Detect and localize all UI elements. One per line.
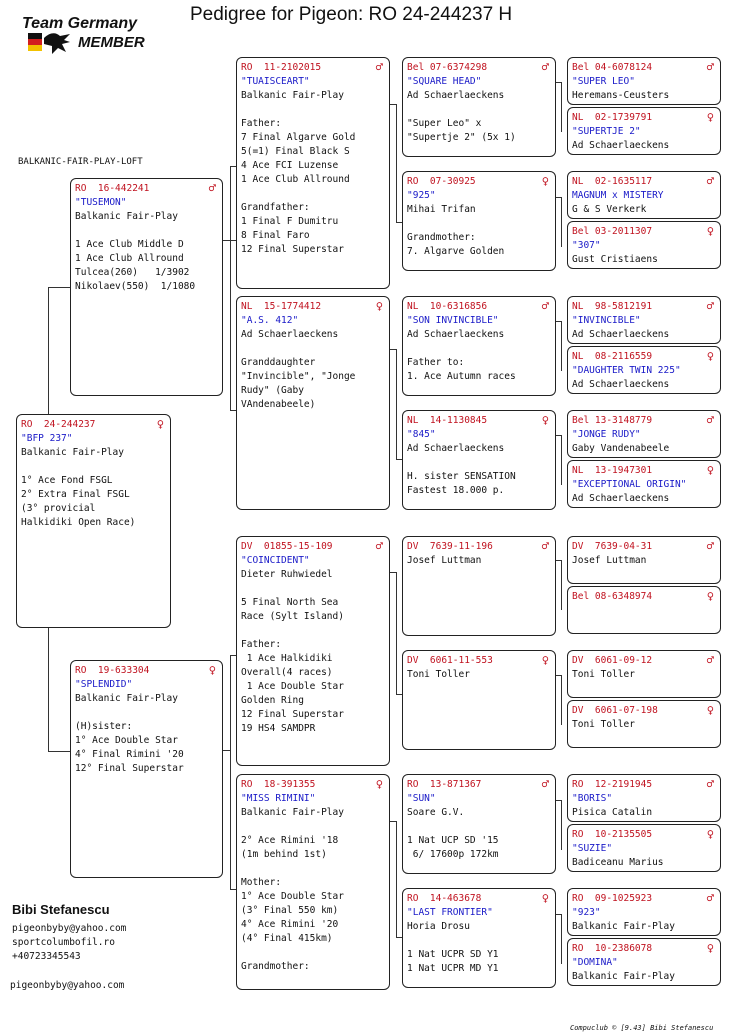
connector [396,104,397,222]
female-symbol-icon: ♀ [706,224,714,238]
connector [396,821,397,937]
female-symbol-icon: ♀ [541,891,549,905]
ring-number: DV 7639-11-196 [407,541,493,552]
breeder-line: Ad Schaerlaeckens [572,329,670,340]
info-line: 4° Final Rimini '20 [75,749,184,760]
pigeon-card-great-grandparent[interactable] [402,774,556,874]
pigeon-name: "SUZIE" [572,843,613,854]
pigeon-name: "EXCEPTIONAL ORIGIN" [572,479,687,490]
pigeon-card-great-grandparent[interactable] [402,536,556,636]
pigeon-card-ancestor[interactable] [567,460,721,508]
pigeon-card-grandparent[interactable] [236,536,390,766]
breeder-line: Toni Toller [572,719,635,730]
ring-number: DV 7639-04-31 [572,541,653,552]
eagle-flag-icon [26,30,74,56]
info-line: 5 Final North Sea [241,597,339,608]
pigeon-card-subject[interactable] [16,414,171,628]
info-line: 1 Nat UCP SD '15 [407,835,499,846]
breeder-line: Josef Luttman [572,555,647,566]
info-line: Granddaughter [241,357,316,368]
breeder-line: Badiceanu Marius [572,857,664,868]
connector [230,655,231,889]
male-symbol-icon: ♂ [706,60,714,74]
pigeon-card-mother[interactable] [70,660,223,878]
info-line [407,217,551,231]
info-line: Overall(4 races) [241,667,333,678]
female-symbol-icon: ♀ [706,110,714,124]
pigeon-card-ancestor[interactable] [567,586,721,634]
info-line: Mother: [241,877,282,888]
male-symbol-icon: ♂ [541,777,549,791]
pigeon-name: "BORIS" [572,793,613,804]
breeder-line: Ad Schaerlaeckens [572,379,670,390]
pigeon-name: "923" [572,907,601,918]
pigeon-card-great-grandparent[interactable] [402,171,556,271]
info-line: 1 Nat UCPR MD Y1 [407,963,499,974]
connector [48,627,49,751]
info-line [407,103,551,117]
pigeon-name: "SON INVINCIBLE" [407,315,499,326]
ring-number: Bel 04-6078124 [572,62,653,73]
info-line [21,460,166,474]
pigeon-card-ancestor[interactable] [567,107,721,155]
info-line: 12 Final Superstar [241,244,344,255]
male-symbol-icon: ♂ [541,299,549,313]
ring-number: NL 13-1947301 [572,465,653,476]
connector [561,435,562,485]
breeder-line: G & S Verkerk [572,204,647,215]
info-line: 1 Ace Halkidiki [241,653,333,664]
info-line: 5(=1) Final Black S [241,146,350,157]
ring-number: RO 07-30925 [407,176,476,187]
connector [561,560,562,610]
info-line: 12° Final Superstar [75,763,184,774]
info-line: 2° Extra Final FSGL [21,489,130,500]
pigeon-card-ancestor[interactable] [567,700,721,748]
ring-number: RO 19-633304 [75,665,150,676]
connector [396,349,397,459]
connector [48,287,49,415]
ring-number: NL 14-1130845 [407,415,488,426]
female-symbol-icon: ♀ [706,827,714,841]
info-line: Race (Sylt Island) [241,611,344,622]
info-line [241,103,385,117]
info-line [241,342,385,356]
info-line: 1 Ace Double Star [241,681,344,692]
logo-text: Team Germany [22,15,138,32]
info-line: "Supertje 2" (5x 1) [407,132,516,143]
ring-number: NL 10-6316856 [407,301,488,312]
info-line: 1° Ace Double Star [75,735,178,746]
info-line: Fastest 18.000 p. [407,485,505,496]
pigeon-name: "TUSEMON" [75,197,127,208]
breeder-line: Heremans-Ceusters [572,90,670,101]
ring-number: Bel 13-3148779 [572,415,653,426]
pigeon-name: "307" [572,240,601,251]
contact-email[interactable]: pigeonbyby@yahoo.com [10,980,125,991]
male-symbol-icon: ♂ [706,413,714,427]
pigeon-name: "COINCIDENT" [241,555,310,566]
connector [48,287,70,288]
info-line: Father to: [407,357,465,368]
info-line [241,624,385,638]
pigeon-card-ancestor[interactable] [567,938,721,986]
breeder-line: Mihai Trifan [407,204,476,215]
pigeon-card-grandparent[interactable] [236,57,390,289]
pigeon-name: "JONGE RUDY" [572,429,641,440]
pigeon-card-great-grandparent[interactable] [402,888,556,988]
pigeon-name: "SUPER LEO" [572,76,635,87]
info-line: Grandmother: [407,232,476,243]
ring-number: DV 01855-15-109 [241,541,333,552]
connector [561,914,562,964]
breeder-email[interactable]: pigeonbyby@yahoo.com [12,923,127,934]
pigeon-card-ancestor[interactable] [567,774,721,822]
pigeon-card-great-grandparent[interactable] [402,57,556,157]
ring-number: RO 09-1025923 [572,893,653,904]
ring-number: Bel 03-2011307 [572,226,653,237]
male-symbol-icon: ♂ [375,539,383,553]
info-line: Golden Ring [241,695,304,706]
ring-number: RO 14-463678 [407,893,482,904]
info-line: H. sister SENSATION [407,471,516,482]
breeder-line: Balkanic Fair-Play [75,211,178,222]
pigeon-card-ancestor[interactable] [567,57,721,105]
info-line: Grandfather: [241,202,310,213]
female-symbol-icon: ♀ [541,413,549,427]
info-line: 1 Nat UCPR SD Y1 [407,949,499,960]
female-symbol-icon: ♀ [541,653,549,667]
breeder-line: Gaby Vandenabeele [572,443,670,454]
pigeon-name: "925" [407,190,436,201]
male-symbol-icon: ♂ [706,174,714,188]
ring-number: RO 11-2102015 [241,62,322,73]
ring-number: Bel 08-6348974 [572,591,653,602]
info-line: 1° Ace Fond FSGL [21,475,113,486]
info-line: Halkidiki Open Race) [21,517,136,528]
info-line: 1 Ace Club Allround [241,174,350,185]
info-line: Father: [241,639,282,650]
ring-number: NL 98-5812191 [572,301,653,312]
info-line [241,862,385,876]
info-line: 7. Algarve Golden [407,246,505,257]
pigeon-name: "LAST FRONTIER" [407,907,493,918]
info-line [407,820,551,834]
info-line: 19 HS4 SAMDPR [241,723,316,734]
info-line [75,706,218,720]
info-line: 6/ 17600p 172km [407,849,499,860]
breeder-line: Balkanic Fair-Play [21,447,124,458]
pigeon-card-great-grandparent[interactable] [402,650,556,750]
connector [561,82,562,132]
ring-number: RO 12-2191945 [572,779,653,790]
pigeon-name: "SUN" [407,793,436,804]
male-symbol-icon: ♂ [706,653,714,667]
pigeon-card-ancestor[interactable] [567,888,721,936]
pigeon-card-father[interactable] [70,178,223,396]
pigeon-card-ancestor[interactable] [567,296,721,344]
info-line: "Super Leo" x [407,118,482,129]
breeder-line: Balkanic Fair-Play [572,971,675,982]
info-line: 8 Final Faro [241,230,310,241]
info-line [75,224,218,238]
info-line: "Invincible", "Jonge [241,371,356,382]
breeder-line: Gust Cristiaens [572,254,658,265]
male-symbol-icon: ♂ [375,60,383,74]
pigeon-name: "TUAISCEART" [241,76,310,87]
connector [561,800,562,850]
female-symbol-icon: ♀ [706,941,714,955]
ring-number: NL 02-1739791 [572,112,653,123]
info-line: (3° Final 550 km) [241,905,339,916]
pigeon-card-ancestor[interactable] [567,536,721,584]
pigeon-card-great-grandparent[interactable] [402,410,556,510]
info-line [407,456,551,470]
info-line: (4° Final 415km) [241,933,333,944]
female-symbol-icon: ♀ [706,463,714,477]
breeder-line: Josef Luttman [407,555,482,566]
breeder-line: Ad Schaerlaeckens [572,493,670,504]
breeder-line: Toni Toller [407,669,470,680]
female-symbol-icon: ♀ [706,349,714,363]
male-symbol-icon: ♂ [541,539,549,553]
connector [561,675,562,725]
info-line [241,820,385,834]
pigeon-name: "A.S. 412" [241,315,299,326]
pigeon-card-grandparent[interactable] [236,296,390,510]
pigeon-name: "DAUGHTER TWIN 225" [572,365,681,376]
breeder-line: Soare G.V. [407,807,465,818]
info-line: VAndenabeele) [241,399,316,410]
pigeon-card-ancestor[interactable] [567,410,721,458]
breeder-line: Pisica Catalin [572,807,653,818]
breeder-line: Balkanic Fair-Play [75,693,178,704]
info-line: 1. Ace Autumn races [407,371,516,382]
ring-number: RO 10-2135505 [572,829,653,840]
info-line: 4 Ace FCI Luzense [241,160,339,171]
connector [230,166,231,410]
connector [561,197,562,247]
info-line [241,946,385,960]
info-line: Nikolaev(550) 1/1080 [75,281,196,292]
ring-number: RO 18-391355 [241,779,316,790]
breeder-line: Dieter Ruhwiedel [241,569,333,580]
pigeon-name: "BFP 237" [21,433,73,444]
female-symbol-icon: ♀ [706,589,714,603]
software-credit: Compuclub © [9.43] Bibi Stefanescu [570,1024,714,1032]
connector [223,750,230,751]
info-line: 1 Ace Club Middle D [75,239,184,250]
info-line: (H)sister: [75,721,133,732]
pigeon-name: "MISS RIMINI" [241,793,316,804]
male-symbol-icon: ♂ [541,60,549,74]
ring-number: RO 13-871367 [407,779,482,790]
pigeon-name: "DOMINA" [572,957,618,968]
info-line: Rudy" (Gaby [241,385,304,396]
pigeon-name: "SQUARE HEAD" [407,76,482,87]
breeder-line: Ad Schaerlaeckens [572,140,670,151]
pigeon-card-ancestor[interactable] [567,824,721,872]
info-line: Grandmother: [241,961,310,972]
pigeon-card-ancestor[interactable] [567,346,721,394]
info-line: (1m behind 1st) [241,849,327,860]
pigeon-card-ancestor[interactable] [567,171,721,219]
female-symbol-icon: ♀ [541,174,549,188]
info-line: 7 Final Algarve Gold [241,132,356,143]
pigeon-card-ancestor[interactable] [567,221,721,269]
breeder-name: Bibi Stefanescu [12,902,110,917]
pigeon-card-grandparent[interactable] [236,774,390,990]
pigeon-name: "SPLENDID" [75,679,133,690]
info-line: 1 Ace Club Allround [75,253,184,264]
breeder-line: Balkanic Fair-Play [572,921,675,932]
breeder-website[interactable]: sportcolumbofil.ro [12,937,115,948]
male-symbol-icon: ♂ [706,539,714,553]
ring-number: RO 16-442241 [75,183,150,194]
ring-number: RO 24-244237 [21,419,96,430]
breeder-line: Balkanic Fair-Play [241,90,344,101]
ring-number: RO 10-2386078 [572,943,653,954]
ring-number: DV 6061-09-12 [572,655,653,666]
connector [561,321,562,371]
page-title: Pedigree for Pigeon: RO 24-244237 H [190,4,513,25]
ring-number: DV 6061-07-198 [572,705,658,716]
breeder-line: Ad Schaerlaeckens [407,329,505,340]
info-line [241,582,385,596]
info-line: (3° provicial [21,503,96,514]
info-line: 1 Final F Dumitru [241,216,339,227]
male-symbol-icon: ♂ [706,299,714,313]
loft-name: BALKANIC-FAIR-PLAY-LOFT [18,157,143,167]
pigeon-card-great-grandparent[interactable] [402,296,556,396]
info-line [241,187,385,201]
logo-member: MEMBER [78,34,145,51]
info-line: 4° Ace Rimini '20 [241,919,339,930]
ring-number: DV 6061-11-553 [407,655,493,666]
female-symbol-icon: ♀ [706,703,714,717]
pigeon-name: "SUPERTJE 2" [572,126,641,137]
pigeon-name: MAGNUM x MISTERY [572,190,664,201]
breeder-line: Ad Schaerlaeckens [407,443,505,454]
connector [48,751,70,752]
breeder-line: Horia Drosu [407,921,470,932]
ring-number: NL 15-1774412 [241,301,322,312]
info-line: 1° Ace Double Star [241,891,344,902]
ring-number: Bel 07-6374298 [407,62,488,73]
breeder-phone: +40723345543 [12,951,81,962]
breeder-line: Ad Schaerlaeckens [407,90,505,101]
pigeon-name: "845" [407,429,436,440]
info-line [407,342,551,356]
info-line: Father: [241,118,282,129]
ring-number: NL 02-1635117 [572,176,653,187]
connector [396,572,397,694]
male-symbol-icon: ♂ [706,777,714,791]
female-symbol-icon: ♀ [375,777,383,791]
pigeon-card-ancestor[interactable] [567,650,721,698]
breeder-line: Balkanic Fair-Play [241,807,344,818]
ring-number: NL 08-2116559 [572,351,653,362]
info-line: Tulcea(260) 1/3902 [75,267,190,278]
female-symbol-icon: ♀ [156,417,164,431]
info-line: 2° Ace Rimini '18 [241,835,339,846]
male-symbol-icon: ♂ [706,891,714,905]
info-line [407,934,551,948]
male-symbol-icon: ♂ [208,181,216,195]
pigeon-name: "INVINCIBLE" [572,315,641,326]
female-symbol-icon: ♀ [375,299,383,313]
info-line: 12 Final Superstar [241,709,344,720]
female-symbol-icon: ♀ [208,663,216,677]
breeder-line: Toni Toller [572,669,635,680]
breeder-line: Ad Schaerlaeckens [241,329,339,340]
